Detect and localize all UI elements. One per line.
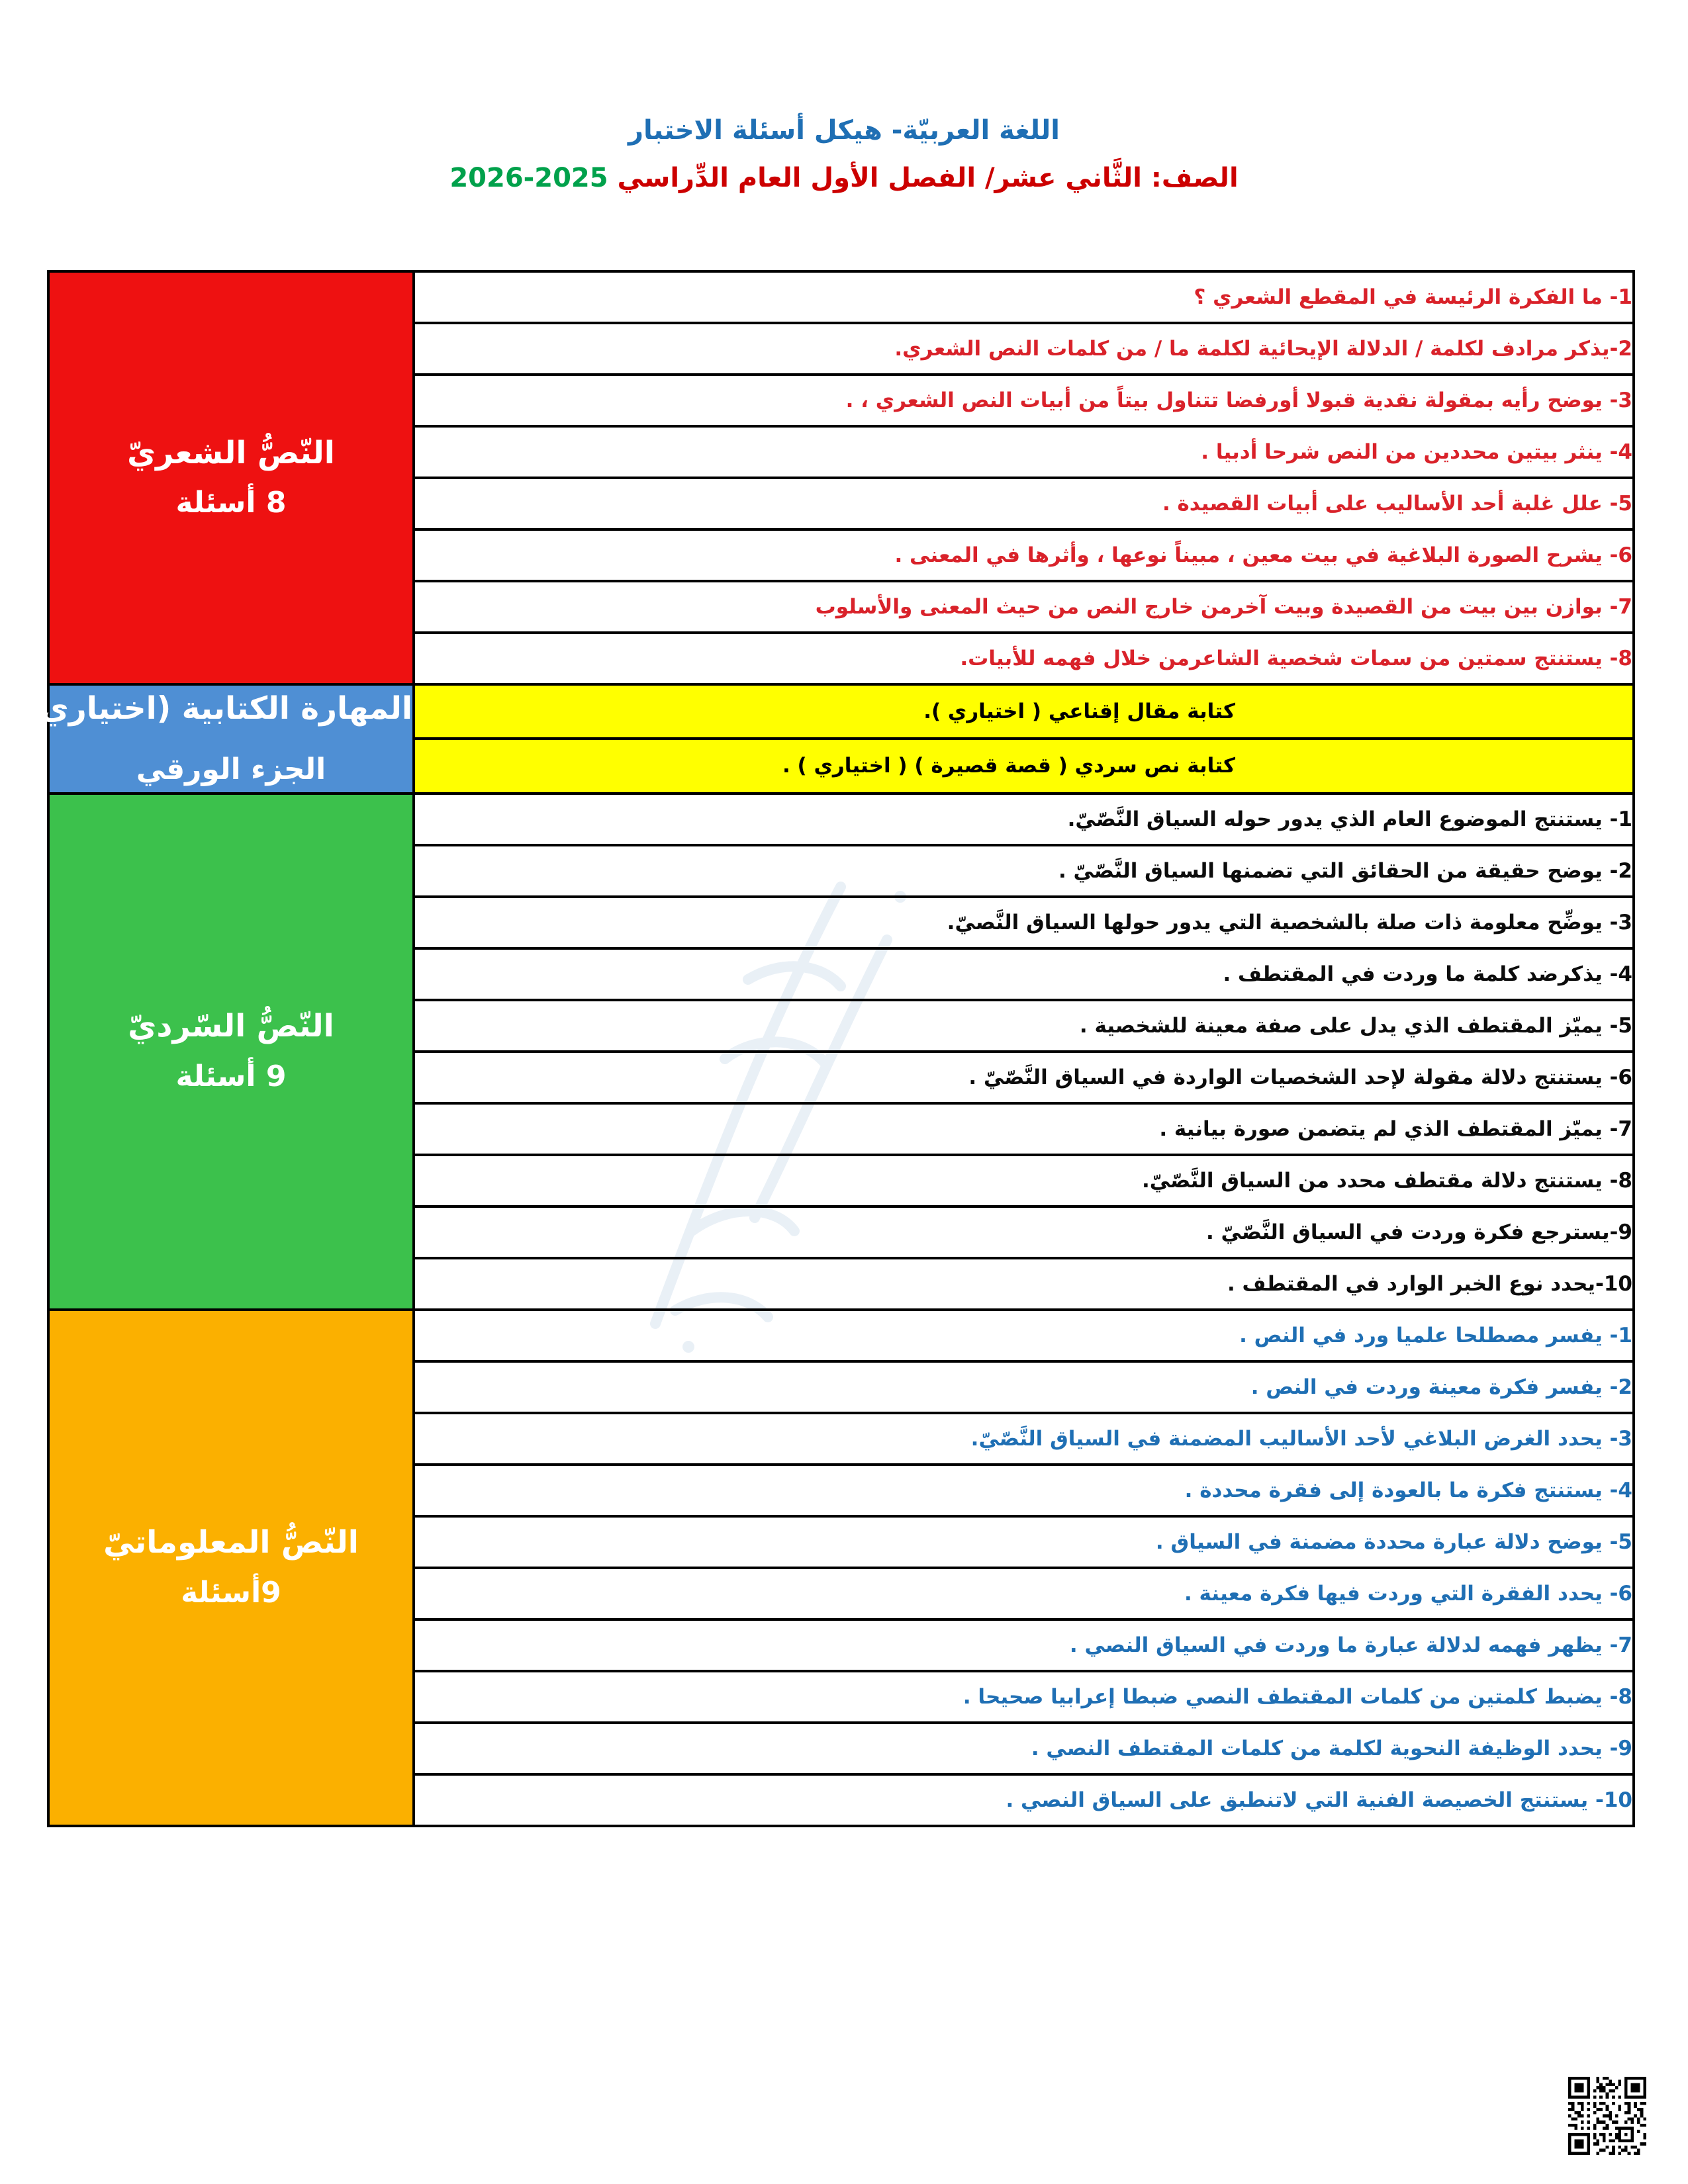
table-row <box>48 794 1634 845</box>
question-cell <box>414 633 1634 684</box>
question-cell <box>414 581 1634 633</box>
question-cell <box>414 1465 1634 1516</box>
category-cell-informational <box>48 1310 414 1826</box>
question-text: 5- يوضح دلالة عبارة محددة مضمنة في السياق . <box>1155 1529 1632 1554</box>
table-row <box>48 271 1634 323</box>
subtitle-academic-year: 2025-2026 <box>449 163 608 193</box>
question-text: 9- يحدد الوظيفة النحوية لكلمة من كلمات المقتطف النصي . <box>1031 1736 1632 1760</box>
question-cell <box>414 1413 1634 1465</box>
question-text: 8- يستنتج دلالة مقتطف محدد من السياق النَّصّيّ. <box>1141 1168 1632 1193</box>
table-row <box>48 684 1634 739</box>
question-text: كتابة نص سردي ( قصة قصيرة ) ( اختياري ) . <box>782 754 1235 778</box>
exam-structure-table-wrapper <box>26 270 1635 1827</box>
question-cell <box>414 1774 1634 1826</box>
question-cell <box>414 1258 1634 1310</box>
question-cell <box>414 1671 1634 1723</box>
category-title: النّصُّ الشعريّ <box>127 434 335 471</box>
question-text: 7- بوازن بين بيت من القصيدة وبيت آخرمن خارج النص من حيث المعنى والأسلوب <box>815 594 1632 619</box>
question-text: 10- يستنتج الخصيصة الفنية التي لاتنطبق على السياق النصي . <box>1006 1788 1632 1812</box>
qr-code-icon[interactable] <box>1568 2077 1646 2155</box>
question-text: 4- يستنتج فكرة ما بالعودة إلى فقرة محددة . <box>1184 1478 1632 1502</box>
question-cell <box>414 845 1634 897</box>
page-title: اللغة العربيّة- هيكل أسئلة الاختبار <box>628 115 1060 146</box>
question-cell <box>414 1619 1634 1671</box>
question-text: 2- يفسر فكرة معينة وردت في النص . <box>1250 1375 1632 1399</box>
question-text: 3- يوضح رأيه بمقولة نقدية قبولا أورفضا تتناول بيتاً من أبيات النص الشعري ، . <box>845 388 1632 412</box>
question-text: 5- علل غلبة أحد الأساليب على أبيات القصيدة . <box>1162 491 1632 516</box>
question-cell <box>414 1568 1634 1619</box>
question-cell <box>414 1361 1634 1413</box>
question-cell <box>414 1723 1634 1774</box>
question-text: 1- يستنتج الموضوع العام الذي يدور حوله السياق النَّصّيّ. <box>1067 807 1632 831</box>
category-title: النّصُّ المعلوماتيّ <box>103 1524 359 1561</box>
exam-structure-table <box>26 270 1635 1827</box>
question-text: 7- يميّز المقتطف الذي لم يتضمن صورة بيانية . <box>1159 1116 1632 1141</box>
question-cell <box>414 1155 1634 1206</box>
question-text: 3- يوضِّح معلومة ذات صلة بالشخصية التي يدور حولها السياق النَّصيّ. <box>947 910 1632 934</box>
question-cell <box>414 1103 1634 1155</box>
question-cell <box>414 948 1634 1000</box>
subtitle-line <box>0 160 1688 196</box>
category-cell-narrative <box>48 794 414 1310</box>
question-cell <box>414 739 1634 793</box>
question-cell <box>414 1206 1634 1258</box>
category-cell-poetic <box>48 271 414 684</box>
question-text: 8- يستنتج سمتين من سمات شخصية الشاعرمن خلال فهمه للأبيات. <box>960 646 1632 670</box>
question-text: 9-يسترجع فكرة وردت في السياق النَّصّيّ . <box>1205 1220 1632 1244</box>
question-cell <box>414 684 1634 739</box>
question-text: 6- يستنتج دلالة مقولة لإحد الشخصيات الواردة في السياق النَّصّيّ . <box>968 1065 1632 1089</box>
question-text: 2- يوضح حقيقة من الحقائق التي تضمنها السياق النَّصّيّ . <box>1058 858 1632 883</box>
question-cell <box>414 1000 1634 1052</box>
question-cell <box>414 1310 1634 1361</box>
question-cell <box>414 271 1634 323</box>
category-question-count: 9 أسئلة <box>175 1059 287 1093</box>
question-text: 5- يميّز المقتطف الذي يدل على صفة معينة للشخصية . <box>1079 1013 1632 1038</box>
question-cell <box>414 1516 1634 1568</box>
question-cell <box>414 375 1634 426</box>
category-title: النّصُّ السّرديّ <box>128 1008 334 1045</box>
question-cell <box>414 1052 1634 1103</box>
question-text: 2-يذكر مرادف لكلمة / الدلالة الإيحائية لكلمة ما / من كلمات النص الشعري. <box>894 336 1632 361</box>
category-title: المهارة الكتابية (اختياري) <box>26 690 412 727</box>
question-text: 6- يحدد الفقرة التي وردت فيها فكرة معينة . <box>1184 1581 1632 1606</box>
question-text: 10-يحدد نوع الخبر الوارد في المقتطف . <box>1227 1271 1632 1296</box>
question-text: كتابة مقال إقناعي ( اختياري ). <box>923 700 1235 724</box>
question-text: 4- ينثر بيتين محددين من النص شرحا أدبيا . <box>1201 439 1632 464</box>
question-text: 8- يضبط كلمتين من كلمات المقتطف النصي ضبطا إعرابيا صحيحا . <box>962 1684 1632 1709</box>
category-subtitle: الجزء الورقي <box>136 752 326 786</box>
question-text: 7- يظهر فهمه لدلالة عبارة ما وردت في السياق النصي . <box>1069 1633 1632 1657</box>
category-question-count: 9أسئلة <box>181 1575 281 1610</box>
question-cell <box>414 529 1634 581</box>
question-cell <box>414 323 1634 375</box>
question-text: 3- يحدد الغرض البلاغي لأحد الأساليب المضمنة في السياق النَّصّيّ. <box>970 1426 1632 1451</box>
question-cell <box>414 794 1634 845</box>
question-cell <box>414 478 1634 529</box>
question-text: 1- يفسر مصطلحا علميا ورد في النص . <box>1239 1323 1632 1347</box>
question-text: 1- ما الفكرة الرئيسة في المقطع الشعري ؟ <box>1194 285 1632 309</box>
category-question-count: 8 أسئلة <box>175 486 287 520</box>
table-row <box>48 1310 1634 1361</box>
category-cell-writing <box>26 684 414 794</box>
question-cell <box>414 897 1634 948</box>
document-header <box>0 113 1688 196</box>
subtitle-grade-term: الصف: الثَّاني عشر/ الفصل الأول العام الدِّراسي <box>608 163 1239 193</box>
question-text: 6- يشرح الصورة البلاغية في بيت معين ، مبيناً نوعها ، وأثرها في المعنى . <box>894 543 1632 567</box>
question-text: 4- يذكرضد كلمة ما وردت في المقتطف . <box>1223 962 1632 986</box>
question-cell <box>414 426 1634 478</box>
